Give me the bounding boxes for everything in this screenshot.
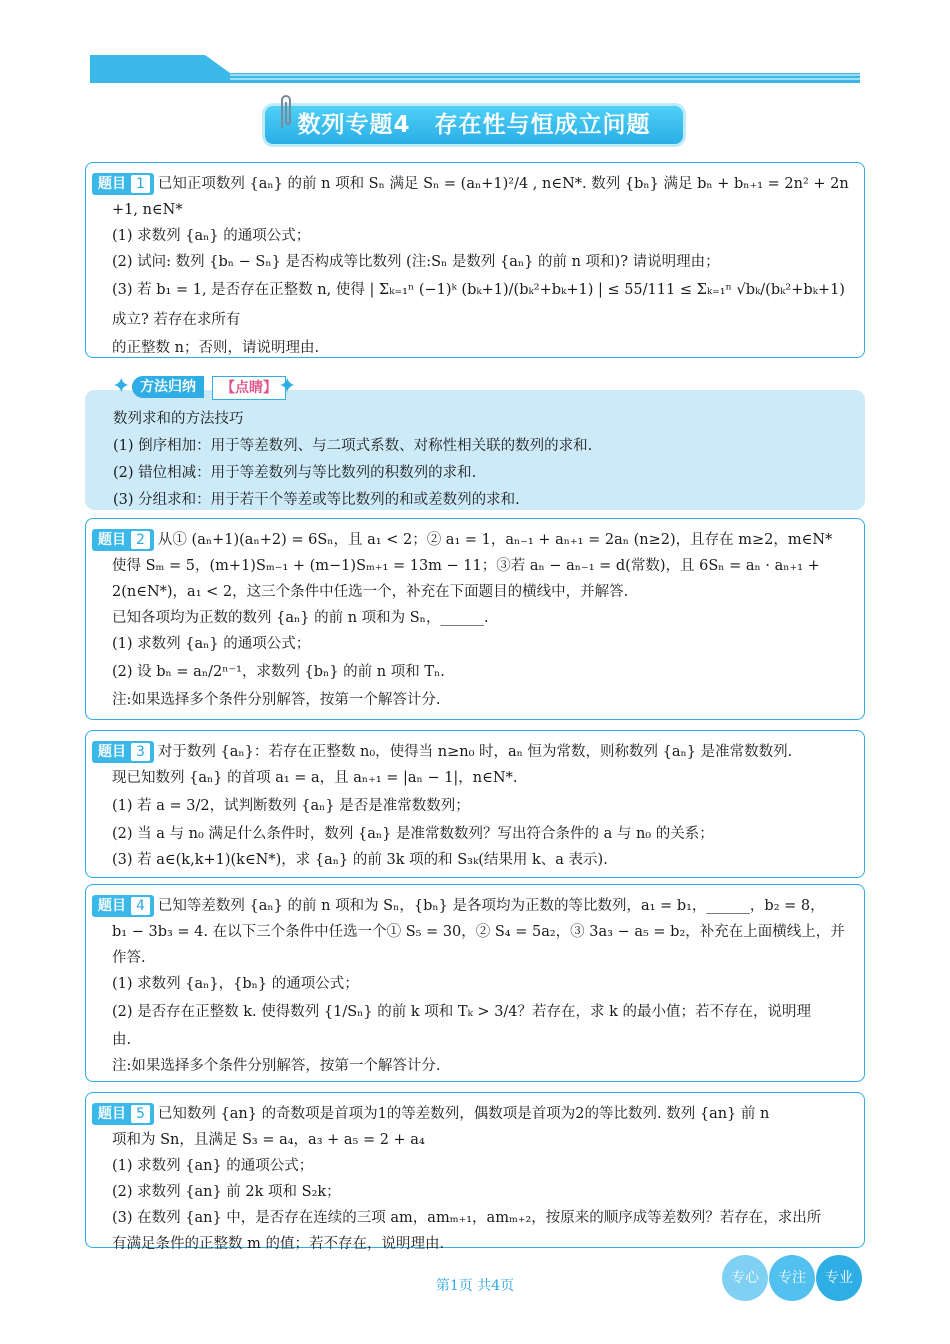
problem-5-line: (2) 求数列 {an} 前 2k 项和 S₂k；: [112, 1184, 341, 1200]
problem-tag: 题目 4: [92, 895, 154, 917]
problem-tag: 题目 5: [92, 1103, 154, 1125]
method-summary: [85, 390, 865, 510]
problem-2-line: (2) 设 bₙ = aₙ/2ⁿ⁻¹，求数列 {bₙ} 的前 n 项和 Tₙ.: [112, 664, 445, 680]
problem-tag: 题目 1: [92, 173, 154, 195]
problem-tag: 题目 3: [92, 741, 154, 763]
problem-2-line: 使得 Sₘ = 5，(m+1)Sₘ₋₁ + (m−1)Sₘ₊₁ = 13m − 11；③若 aₙ − aₙ₋₁ = d(常数)，且 6Sₙ = aₙ · aₙ₊₁ +: [112, 558, 820, 574]
problem-5-line: (1) 求数列 {an} 的通项公式；: [112, 1158, 314, 1174]
problem-2-line: 注:如果选择多个条件分别解答，按第一个解答计分.: [112, 692, 441, 708]
problem-2-line: 已知各项均为正数的数列 {aₙ} 的前 n 项和为 Sₙ，______.: [112, 610, 489, 626]
problem-3-line: 现已知数列 {aₙ} 的首项 a₁ = a，且 aₙ₊₁ = |aₙ − 1|，n∈N*.: [112, 770, 518, 786]
problem-1: [85, 162, 865, 358]
problem-4-line: 注:如果选择多个条件分别解答，按第一个解答计分.: [112, 1058, 441, 1074]
problem-4-line: b₁ − 3b₃ = 4. 在以下三个条件中任选一个① S₅ = 30，② S₄ = 5a₂，③ 3a₃ − a₅ = b₂，补充在上面横线上，并: [112, 924, 845, 940]
problem-2: [85, 518, 865, 720]
problem-5-line: 项和为 Sn，且满足 S₃ = a₄，a₃ + a₅ = 2 + a₄: [112, 1132, 425, 1148]
problem-5-line: 题目 5 已知数列 {an} 的奇数项是首项为1的等差数列，偶数项是首项为2的等比数列. 数列 {an} 前 n: [112, 1101, 854, 1127]
problem-5-line: 有满足条件的正整数 m 的值；若不存在，说明理由.: [112, 1236, 445, 1252]
page-number: 第1页 共4页: [435, 1278, 515, 1294]
problem-5-line: (3) 在数列 {an} 中，是否存在连续的三项 am，amₘ₊₁，amₘ₊₂，按原来的顺序成等差数列？若存在，求出所: [112, 1210, 822, 1226]
star-icon: ✦: [112, 374, 131, 399]
problem-2-line: (1) 求数列 {aₙ} 的通项公式；: [112, 636, 311, 652]
problem-tag: 题目 2: [92, 529, 154, 551]
page-title: 数列专题4 存在性与恒成立问题: [265, 106, 683, 144]
problem-1-line: +1, n∈N*: [112, 202, 183, 218]
problem-1-line: 的正整数 n；否则，请说明理由.: [112, 340, 320, 356]
method-line: (3) 分组求和：用于若干个等差或等比数列的和或差数列的求和.: [113, 492, 520, 508]
badge: 专业: [816, 1255, 862, 1301]
problem-1-line: (3) 若 b₁ = 1, 是否存在正整数 n, 使得 | Σₖ₌₁ⁿ (−1)ᵏ (bₖ+1)/(bₖ²+bₖ+1) | ≤ 55/111 ≤ Σₖ₌₁ⁿ √bₖ/(bₖ²+bₖ+1) 成立? 若存在求所有: [112, 282, 845, 328]
paperclip-icon: [277, 92, 295, 132]
problem-5: [85, 1092, 865, 1252]
header-bar: [90, 55, 860, 83]
problem-1-line: 题目 1 已知正项数列 {aₙ} 的前 n 项和 Sₙ 满足 Sₙ = (aₙ+1)²/4 , n∈N*. 数列 {bₙ} 满足 bₙ + bₙ₊₁ = 2n² + 2n: [112, 171, 854, 197]
method-line: (1) 倒序相加：用于等差数列、与二项式系数、对称性相关联的数列的求和.: [113, 438, 593, 454]
problem-4: [85, 884, 865, 1082]
method-line: (2) 错位相减：用于等差数列与等比数列的积数列的求和.: [113, 465, 477, 481]
problem-3-line: (1) 若 a = 3/2，试判断数列 {aₙ} 是否是准常数数列；: [112, 798, 470, 814]
star-icon: ✦: [278, 374, 297, 399]
problem-3-line: (3) 若 a∈(k,k+1)(k∈N*)，求 {aₙ} 的前 3k 项的和 S₃ₖ(结果用 k、a 表示).: [112, 852, 608, 868]
problem-4-line: 由.: [112, 1032, 132, 1048]
slogan-badges: [722, 1255, 862, 1301]
method-line: 数列求和的方法技巧: [113, 411, 244, 427]
method-label: ✦ 方法归纳 【点睛】 ✦: [112, 374, 297, 399]
problem-1-line: (2) 试问: 数列 {bₙ − Sₙ} 是否构成等比数列 (注:Sₙ 是数列 {aₙ} 的前 n 项和)? 请说明理由；: [112, 254, 720, 270]
badge: 专注: [769, 1255, 815, 1301]
badge: 专心: [722, 1255, 768, 1301]
title-banner: [265, 100, 690, 150]
problem-2-line: 2(n∈N*)，a₁ < 2，这三个条件中任选一个，补充在下面题目的横线中，并解答.: [112, 584, 629, 600]
problem-4-line: 作答.: [112, 950, 146, 966]
problem-4-line: (2) 是否存在正整数 k. 使得数列 {1/Sₙ} 的前 k 项和 Tₖ > 3/4？若存在，求 k 的最小值；若不存在，说明理: [112, 1004, 812, 1020]
problem-4-line: (1) 求数列 {aₙ}，{bₙ} 的通项公式；: [112, 976, 359, 992]
problem-3-line: 题目 3 对于数列 {aₙ}：若存在正整数 n₀，使得当 n≥n₀ 时，aₙ 恒为常数，则称数列 {aₙ} 是准常数数列.: [112, 739, 854, 765]
problem-1-line: (1) 求数列 {aₙ} 的通项公式；: [112, 228, 311, 244]
problem-2-line: 题目 2 从① (aₙ+1)(aₙ+2) = 6Sₙ，且 a₁ < 2；② a₁ = 1，aₙ₋₁ + aₙ₊₁ = 2aₙ (n≥2)，且存在 m≥2，m∈N*: [112, 527, 854, 553]
problem-4-line: 题目 4 已知等差数列 {aₙ} 的前 n 项和为 Sₙ，{bₙ} 是各项均为正数的等比数列，a₁ = b₁，______，b₂ = 8，: [112, 893, 854, 919]
problem-3-line: (2) 当 a 与 n₀ 满足什么条件时，数列 {aₙ} 是准常数数列？写出符合条件的 a 与 n₀ 的关系；: [112, 826, 714, 842]
problem-3: [85, 730, 865, 878]
